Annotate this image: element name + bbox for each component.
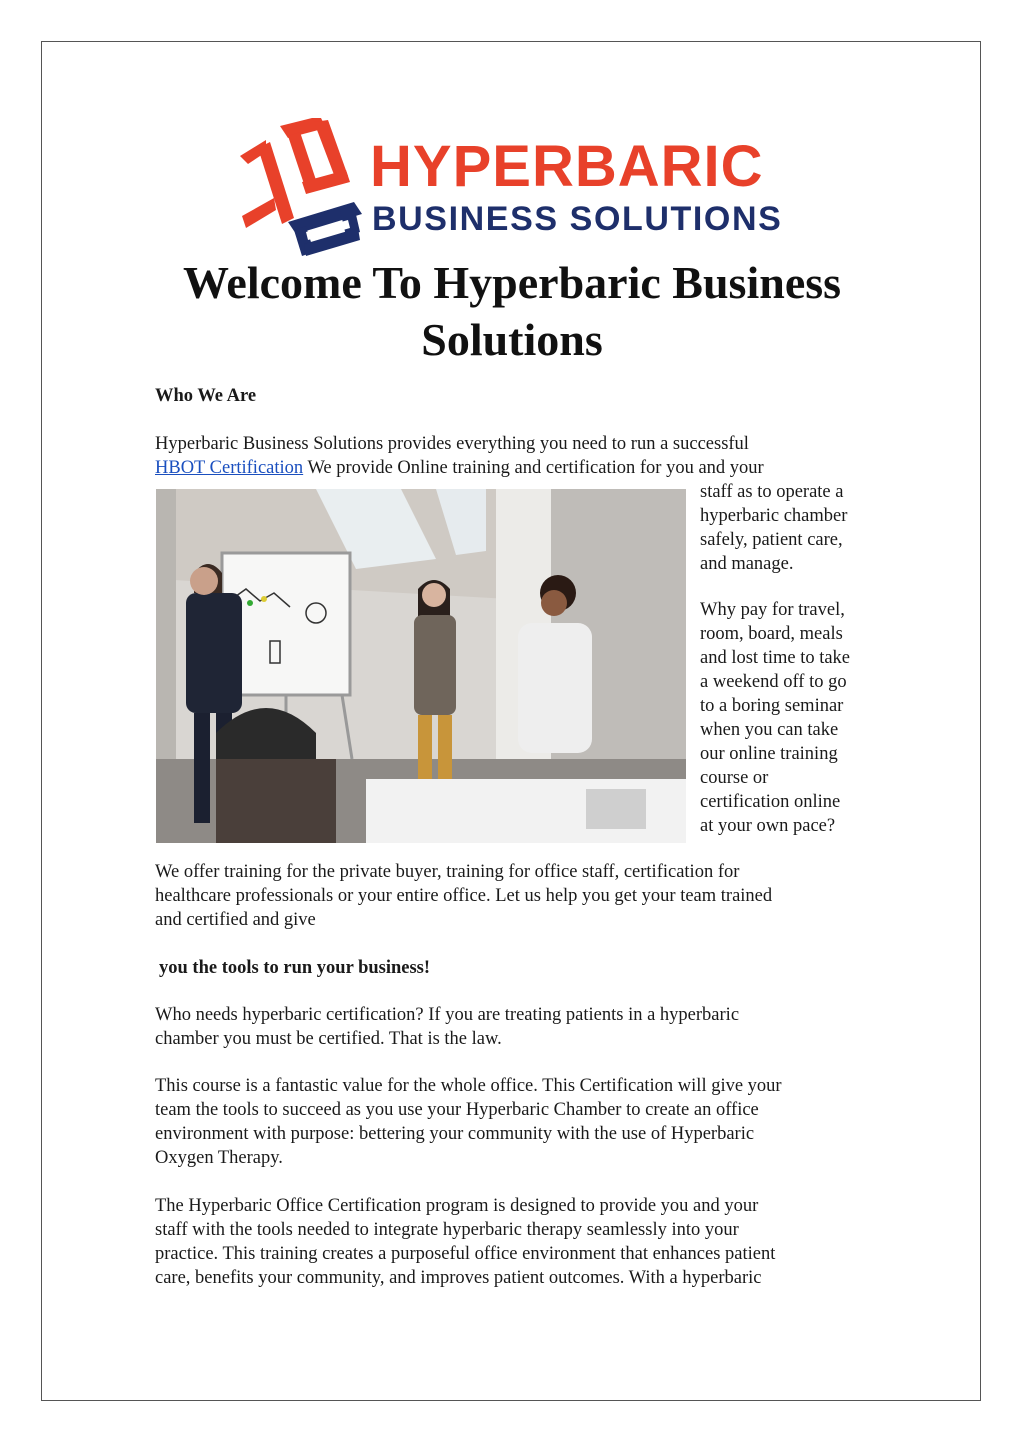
side-line: certification online bbox=[700, 792, 841, 812]
side-line: and manage. bbox=[700, 554, 794, 574]
intro-line-2 bbox=[155, 456, 764, 480]
page-title: Welcome To Hyperbaric Business Solutions bbox=[182, 257, 842, 365]
side-line: when you can take bbox=[700, 720, 839, 740]
paragraph-line: This course is a fantastic value for the whole office. This Certification will give your bbox=[155, 1076, 782, 1096]
paragraph-who bbox=[155, 1003, 739, 1051]
section-heading: Who We Are bbox=[155, 386, 257, 406]
paragraph-line: We offer training for the private buyer, training for office staff, certification for bbox=[155, 862, 740, 882]
paragraph-line: healthcare professionals or your entire office. Let us help you get your team trained bbox=[155, 886, 773, 906]
side-line: safely, patient care, bbox=[700, 530, 843, 550]
intro-line-2-text: We provide Online training and certification for you and your bbox=[307, 458, 764, 478]
hbs-monogram-icon bbox=[236, 118, 366, 260]
side-line: a weekend off to go bbox=[700, 672, 847, 692]
side-line: our online training bbox=[700, 744, 838, 764]
company-logo bbox=[236, 118, 788, 260]
side-line: hyperbaric chamber bbox=[700, 506, 848, 526]
paragraph-line: environment with purpose: bettering your community with the use of Hyperbaric bbox=[155, 1124, 755, 1144]
side-line: to a boring seminar bbox=[700, 696, 844, 716]
tagline: you the tools to run your business! bbox=[159, 958, 431, 978]
paragraph-line: Who needs hyperbaric certification? If you are treating patients in a hyperbaric bbox=[155, 1005, 740, 1025]
paragraph-offer bbox=[155, 860, 772, 932]
paragraph-line: chamber you must be certified. That is the law. bbox=[155, 1029, 502, 1049]
paragraph-line: and certified and give bbox=[155, 910, 316, 930]
side-line: course or bbox=[700, 768, 769, 788]
side-line: room, board, meals bbox=[700, 624, 843, 644]
side-line: staff as to operate a bbox=[700, 482, 844, 502]
paragraph-value bbox=[155, 1074, 782, 1170]
office-training-photo bbox=[156, 489, 686, 843]
side-paragraph-2 bbox=[700, 598, 880, 838]
logo-wordmark-business-solutions: BUSINESS SOLUTIONS bbox=[372, 200, 783, 238]
paragraph-line: team the tools to succeed as you use your Hyperbaric Chamber to create an office bbox=[155, 1100, 759, 1120]
paragraph-line: staff with the tools needed to integrate hyperbaric therapy seamlessly into your bbox=[155, 1220, 739, 1240]
paragraph-line: practice. This training creates a purposeful office environment that enhances patient bbox=[155, 1244, 776, 1264]
hbot-certification-link[interactable]: HBOT Certification bbox=[155, 458, 304, 478]
side-paragraph-1 bbox=[700, 480, 880, 576]
paragraph-program bbox=[155, 1194, 775, 1290]
side-line: at your own pace? bbox=[700, 816, 836, 836]
side-line: and lost time to take bbox=[700, 648, 851, 668]
paragraph-line: care, benefits your community, and improves patient outcomes. With a hyperbaric bbox=[155, 1268, 762, 1288]
intro-line-1: Hyperbaric Business Solutions provides everything you need to run a successful bbox=[155, 434, 749, 454]
side-line: Why pay for travel, bbox=[700, 600, 845, 620]
logo-wordmark-hyperbaric: HYPERBARIC bbox=[370, 134, 764, 199]
paragraph-line: Oxygen Therapy. bbox=[155, 1148, 283, 1168]
paragraph-line: The Hyperbaric Office Certification program is designed to provide you and your bbox=[155, 1196, 759, 1216]
